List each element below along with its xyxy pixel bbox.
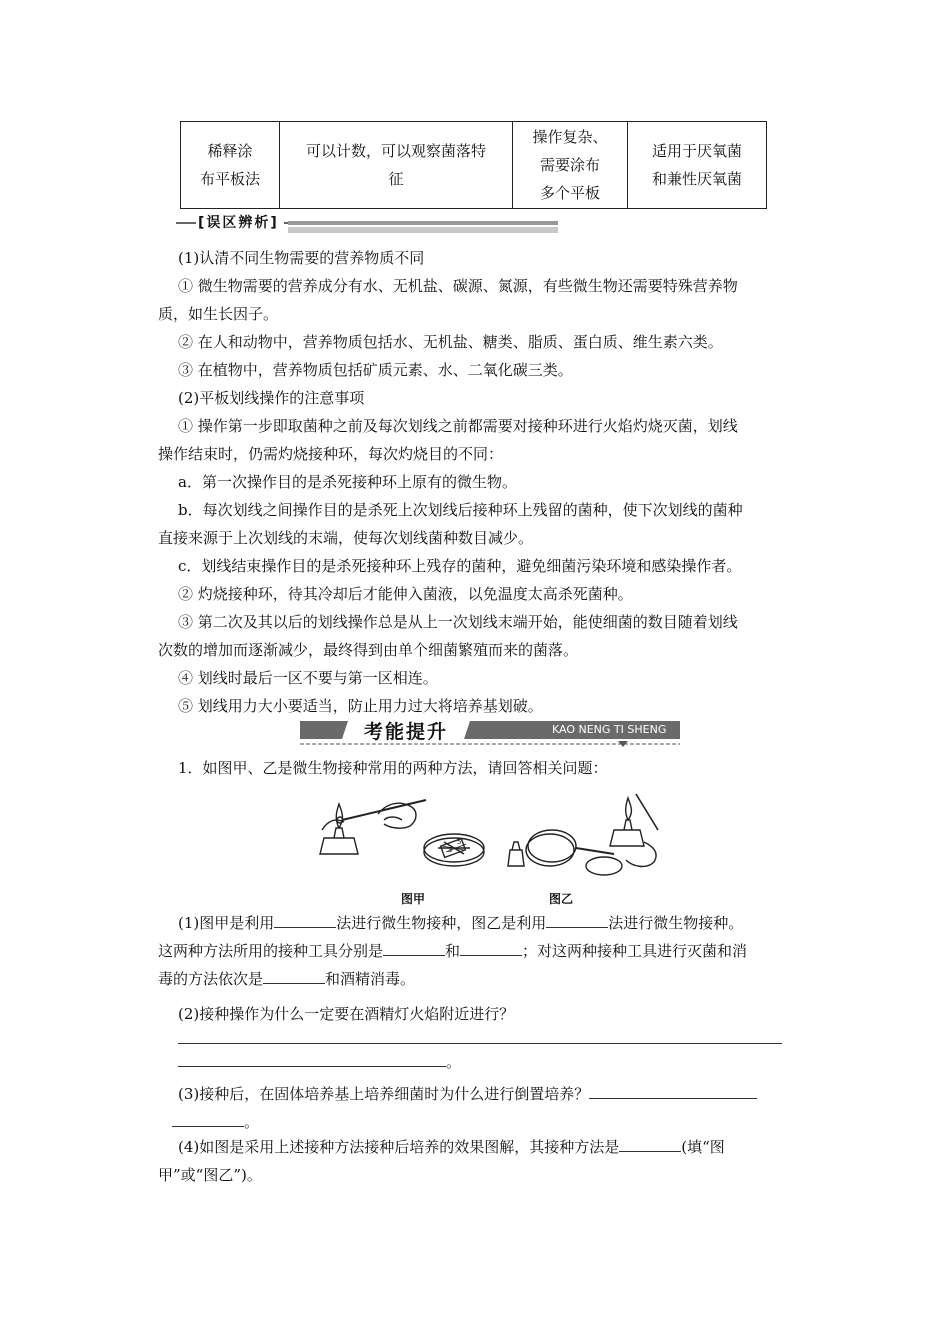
text-line: ① 微生物需要的营养成分有水、无机盐、碳源、氮源，有些微生物还需要特殊营养物	[178, 277, 738, 295]
text-line: ③ 第二次及其以后的划线操作总是从上一次划线末端开始，能使细菌的数目随着划线	[178, 613, 738, 631]
question-part-1-cont	[158, 941, 747, 961]
text-line: 次数的增加而逐渐减少，最终得到由单个细菌繁殖而来的菌落。	[158, 641, 579, 659]
cell-line: 和兼性厌氧菌	[651, 170, 742, 188]
text-line: ③ 在植物中，营养物质包括矿质元素、水、二氧化碳三类。	[178, 361, 573, 379]
text-line: c．划线结束操作目的是杀死接种环上残存的菌种，避免细菌污染环境和感染操作者。	[178, 557, 742, 575]
question-part-4-cont: 甲”或“图乙”)。	[158, 1166, 262, 1184]
answer-blank[interactable]	[263, 983, 325, 984]
method-cell	[181, 122, 280, 209]
question-part-4	[178, 1137, 725, 1157]
answer-blank[interactable]	[546, 927, 608, 928]
text-line: a．第一次操作目的是杀死接种环上原有的微生物。	[178, 473, 517, 491]
cell-line: 布平板法	[199, 170, 260, 188]
text-fragment: ；对这两种接种工具进行灭菌和消	[522, 942, 748, 960]
text-line: (1)认清不同生物需要的营养物质不同	[178, 249, 425, 267]
question-part-1-cont2	[158, 969, 415, 989]
answer-blank[interactable]	[274, 927, 336, 928]
banner-pinyin: KAO NENG TI SHENG	[552, 723, 667, 736]
answer-line-end	[178, 1052, 461, 1072]
text-line: ② 灼烧接种环，待其冷却后才能伸入菌液，以免温度太高杀死菌种。	[178, 585, 633, 603]
text-line: ④ 划线时最后一区不要与第一区相连。	[178, 669, 438, 687]
misconception-section-header	[176, 212, 558, 239]
text-fragment: (3)接种后，在固体培养基上培养细菌时为什么进行倒置培养？	[178, 1085, 590, 1103]
answer-blank[interactable]	[460, 955, 522, 956]
answer-blank[interactable]	[619, 1151, 681, 1152]
answer-blank[interactable]	[172, 1126, 244, 1127]
table-row	[181, 122, 767, 209]
cell-line: 需要涂布	[539, 156, 600, 174]
text-line: 操作结束时，仍需灼烧接种环，每次灼烧目的不同：	[158, 445, 504, 463]
text-line: ① 操作第一步即取菌种之前及每次划线之前都需要对接种环进行火焰灼烧灭菌，划线	[178, 417, 738, 435]
text-fragment: 和	[445, 942, 461, 960]
svg-text:5: 5	[457, 838, 462, 846]
answer-line[interactable]	[178, 1043, 782, 1044]
svg-text:3: 3	[448, 846, 453, 854]
text-fragment: (1)图甲是利用	[178, 914, 275, 932]
question-intro: 1．如图甲、乙是微生物接种常用的两种方法，请回答相关问题：	[178, 759, 608, 777]
text-fragment: (4)如图是采用上述接种方法接种后培养的效果图解，其接种方法是	[178, 1138, 620, 1156]
application-cell	[628, 122, 767, 209]
question-part-1	[178, 913, 743, 933]
figure-label-a: 图甲	[401, 892, 426, 906]
banner-title: 考能提升	[364, 721, 449, 743]
question-part-3	[178, 1084, 757, 1104]
figure-label-b: 图乙	[549, 892, 574, 906]
text-line: 直接来源于上次划线的末端，使每次划线菌种数目减少。	[158, 529, 534, 547]
ability-banner	[300, 717, 680, 749]
question-part-2: (2)接种操作为什么一定要在酒精灯火焰附近进行？	[178, 1005, 515, 1023]
answer-blank[interactable]	[589, 1098, 757, 1099]
cell-line: 多个平板	[539, 184, 600, 202]
text-fragment: 。	[446, 1053, 462, 1071]
text-fragment: (填“图	[681, 1138, 725, 1156]
text-fragment: 毒的方法依次是	[158, 970, 264, 988]
cell-line: 操作复杂、	[532, 128, 608, 146]
text-fragment: 和酒精消毒。	[325, 970, 416, 988]
cell-line: 可以计数，可以观察菌落特	[305, 142, 486, 160]
text-fragment: 这两种方法所用的接种工具分别是	[158, 942, 384, 960]
disadvantage-cell	[513, 122, 628, 209]
text-line: 质，如生长因子。	[158, 305, 279, 323]
text-line: ⑤ 划线用力大小要适当，防止用力过大将培养基划破。	[178, 697, 543, 715]
section-title: [误区辨析]	[198, 215, 279, 231]
cell-line: 适用于厌氧菌	[651, 142, 742, 160]
answer-line-end	[172, 1112, 259, 1132]
text-fragment: 法进行微生物接种，图乙是利用	[336, 914, 547, 932]
text-fragment: 。	[244, 1113, 260, 1131]
text-line: ② 在人和动物中，营养物质包括水、无机盐、糖类、脂质、蛋白质、维生素六类。	[178, 333, 723, 351]
answer-blank[interactable]	[383, 955, 445, 956]
advantage-cell	[280, 122, 513, 209]
method-comparison-table	[180, 121, 767, 209]
text-line: b．每次划线之间操作目的是杀死上次划线后接种环上残留的菌种，使下次划线的菌种	[178, 501, 743, 519]
cell-line: 稀释涂	[207, 142, 253, 160]
text-fragment: 法进行微生物接种。	[608, 914, 744, 932]
answer-blank[interactable]	[178, 1066, 446, 1067]
text-line: (2)平板划线操作的注意事项	[178, 389, 365, 407]
cell-line: 征	[388, 170, 404, 188]
inoculation-figure	[314, 790, 664, 886]
